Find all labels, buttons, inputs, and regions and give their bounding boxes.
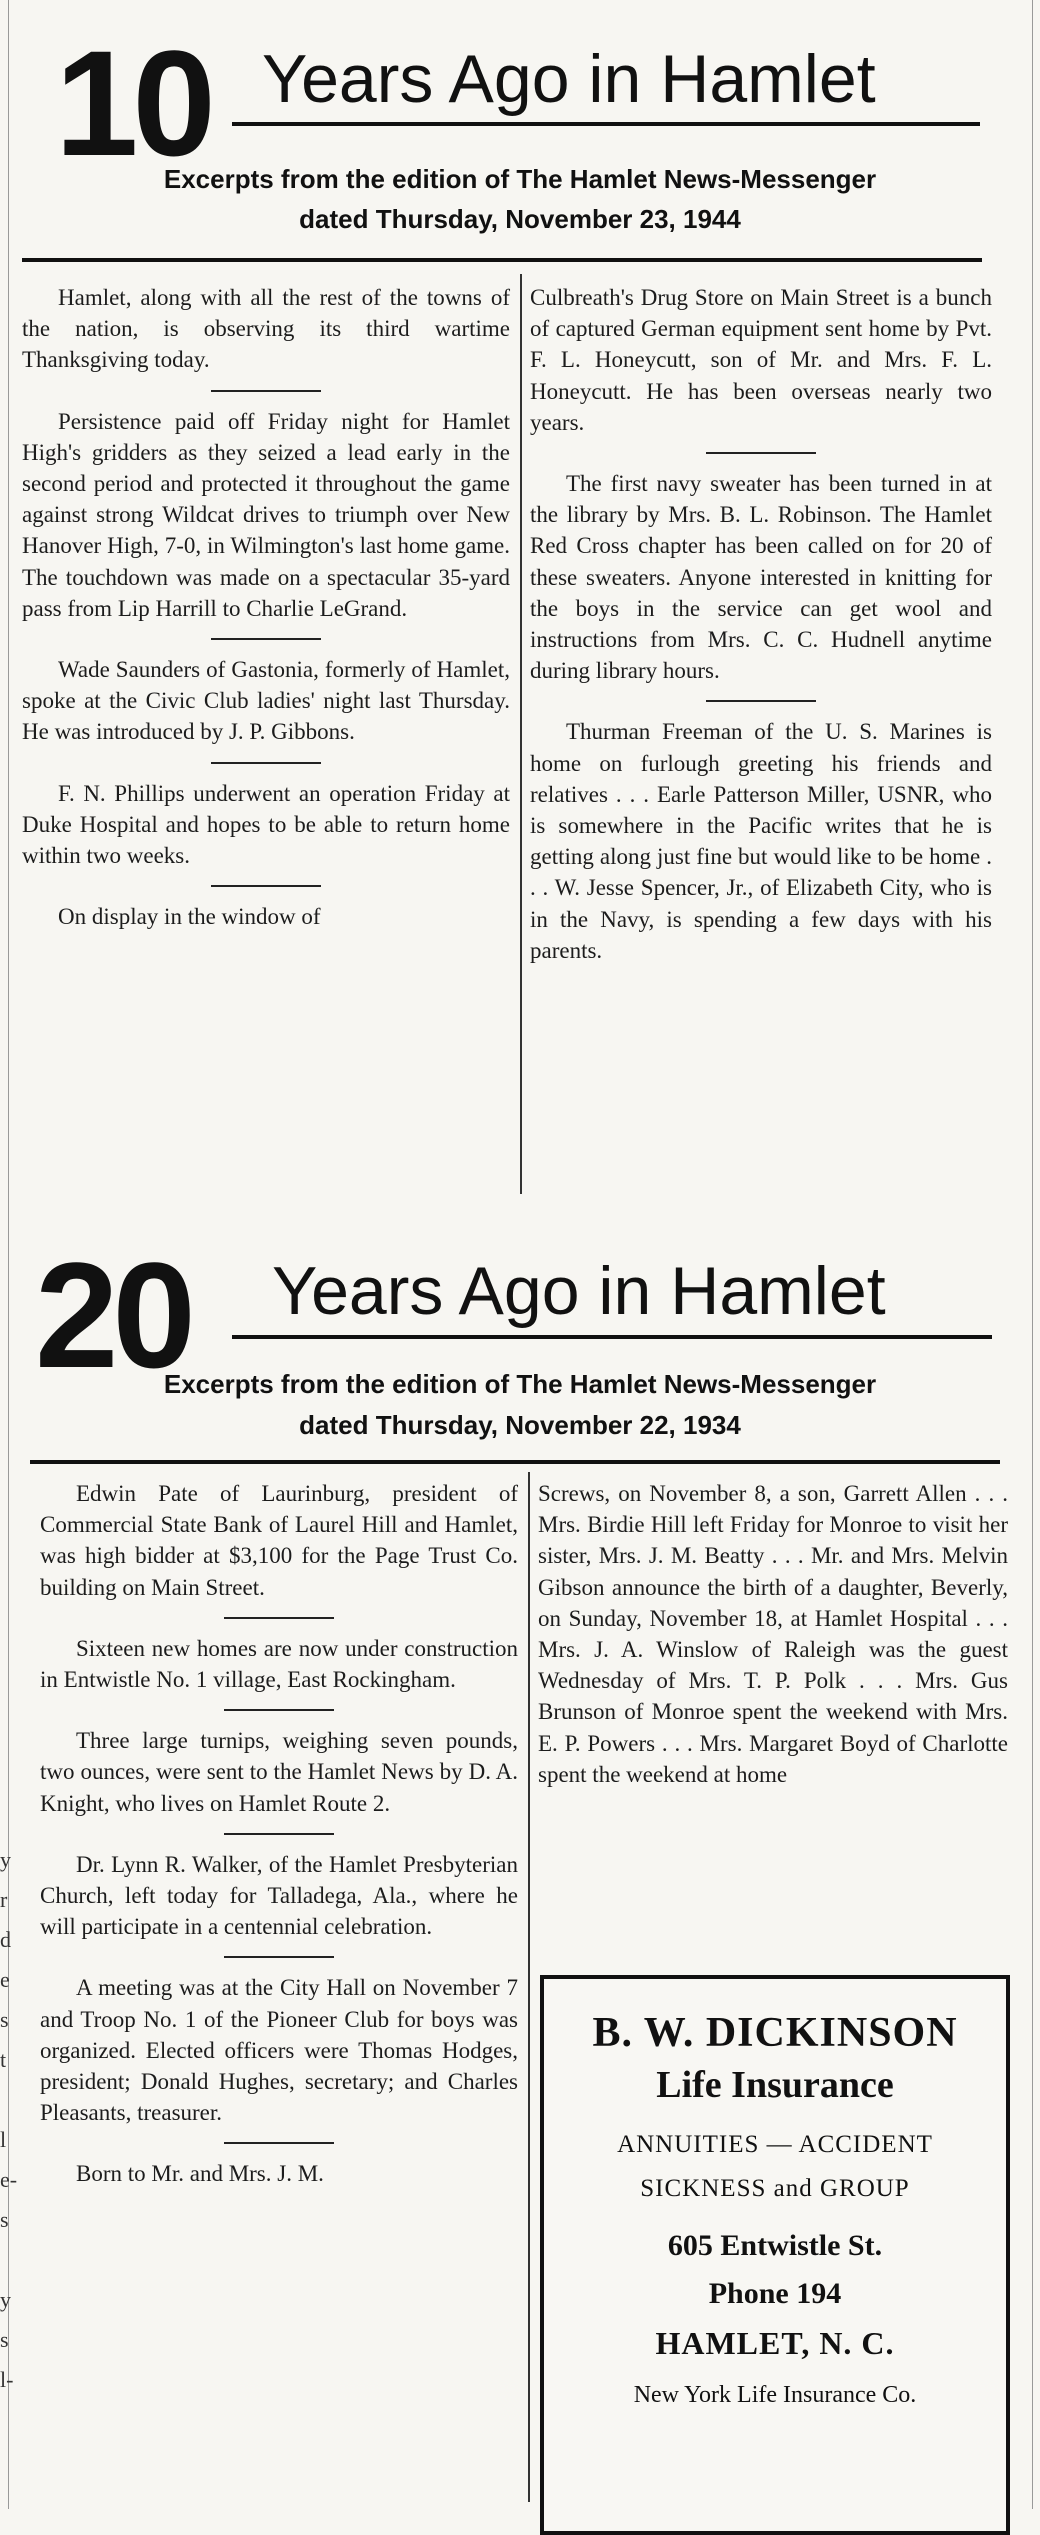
margin-fragment: s	[0, 2007, 9, 2032]
ad-services-line-2: SICKNESS and GROUP	[640, 2175, 910, 2202]
column-divider	[520, 274, 522, 1194]
header-rule	[22, 258, 982, 262]
ad-address: 605 Entwistle St.	[667, 2229, 883, 2262]
separator	[211, 638, 321, 640]
left-column	[22, 282, 510, 932]
margin-fragment: s	[0, 2327, 9, 2352]
right-column	[538, 1478, 1008, 1790]
article-navy-sweater: The first navy sweater has been turned in at the library by Mrs. B. L. Robinson. The Hamlet Red Cross chapter has been called on for 20 of these sweaters. Anyone interested in knitting for the boys in the service can get wool and instructions from Mrs. C. C. Hudnell anytime during library hours.	[530, 471, 992, 684]
margin-fragment: r	[0, 1887, 8, 1912]
article-civic-club: Wade Saunders of Gastonia, formerly of Hamlet, spoke at the Civic Club ladies' night last Thursday. He was introduced by J. P. Gibbons.	[22, 657, 510, 745]
article-birth: Born to Mr. and Mrs. J. M.	[76, 2161, 324, 2187]
title-underline	[232, 122, 980, 126]
separator	[224, 1956, 334, 1958]
article-hospital: F. N. Phillips underwent an operation Friday at Duke Hospital and hopes to be able to return home within two weeks.	[22, 780, 510, 869]
separator	[706, 452, 816, 454]
separator	[706, 700, 816, 702]
separator	[224, 1709, 334, 1711]
separator	[224, 1833, 334, 1835]
ad-agent-name: B. W. DICKINSON	[592, 2010, 958, 2056]
article-social-notes: Screws, on November 8, a son, Garrett Allen . . . Mrs. Birdie Hill left Friday for Monroe to visit her sister, Mrs. J. M. Beatty . . . Mr. and Mrs. Melvin Gibson announce the birth of a daughter, Beverly, on Sunday, November 18, at Hamlet Hospital . . . Mrs. J. A. Winslow of Raleigh was the guest Wednesday of Mrs. T. P. Polk . . . Mrs. Gus Brunson of Monroe spent the weekend with Mrs. E. P. Powers . . . Mrs. Margaret Boyd of Charlotte spent the weekend at home	[538, 1481, 1008, 1787]
ad-business-type: Life Insurance	[656, 2064, 894, 2106]
margin-fragment: d	[0, 1927, 11, 1952]
section-number: 10	[55, 19, 210, 187]
margin-fragment: y	[0, 2287, 11, 2312]
left-column	[40, 1478, 518, 2190]
margin-fragment: l	[0, 2127, 7, 2152]
margin-fragment: t	[0, 2047, 7, 2072]
separator	[211, 390, 321, 392]
right-column	[530, 282, 992, 966]
article-pioneer-club: A meeting was at the City Hall on November 7 and Troop No. 1 of the Pioneer Club for boys was organized. Elected officers were Thomas Hodges, president; Donald Hughes, secretary; and Charles Pleasants, treasurer.	[40, 1975, 518, 2126]
article-bank-bid: Edwin Pate of Laurinburg, president of Commercial State Bank of Laurel Hill and Hamlet, was high bidder at $3,100 for the Page Trust Co. building on Main Street.	[40, 1481, 518, 1600]
ad-services-line-1: ANNUITIES — ACCIDENT	[617, 2131, 933, 2158]
margin-fragments	[0, 1840, 18, 2400]
article-display: On display in the window of	[58, 904, 321, 930]
separator	[211, 762, 321, 764]
section-title: Years Ago in Hamlet	[272, 1253, 886, 1329]
article-turnips: Three large turnips, weighing seven pounds, two ounces, were sent to the Hamlet News by D. A. Knight, who lives on Hamlet Route 2.	[40, 1728, 518, 1816]
section-title: Years Ago in Hamlet	[262, 41, 876, 117]
article-football: Persistence paid off Friday night for Hamlet High's gridders as they seized a lead early in the second period and protected it throughout the game against strong Wildcat drives to triumph over New Hanover High, 7-0, in Wilmington's last home game. The touchdown was made on a spectacular 35-yard pass from Lip Harrill to Charlie LeGrand.	[22, 408, 510, 621]
section-20-years-ago	[0, 1210, 1040, 2509]
margin-fragment: l-	[0, 2367, 14, 2392]
header-rule	[30, 1460, 1000, 1464]
section-number: 20	[35, 1231, 190, 1399]
ad-company: New York Life Insurance Co.	[633, 2382, 917, 2408]
title-underline	[232, 1335, 992, 1339]
section-10-years-ago	[0, 0, 1040, 1200]
article-captured-equipment: Culbreath's Drug Store on Main Street is a bunch of captured German equipment sent home by Pvt. F. L. Honeycutt, son of Mr. and Mrs. F. L. Honeycutt. He has been overseas nearly two years.	[530, 285, 992, 435]
margin-fragment: e	[0, 1967, 10, 1992]
margin-fragment: s	[0, 2207, 9, 2232]
ad-city: HAMLET, N. C.	[655, 2325, 895, 2361]
excerpt-line-2: dated Thursday, November 23, 1944	[299, 204, 741, 234]
column-divider	[528, 1472, 530, 2502]
insurance-advertisement	[540, 1975, 1010, 2535]
separator	[211, 885, 321, 887]
excerpt-line-1: Excerpts from the edition of The Hamlet News-Messenger	[163, 164, 877, 194]
article-centennial: Dr. Lynn R. Walker, of the Hamlet Presbyterian Church, left today for Talladega, Ala., where he will participate in a centennial celebration.	[40, 1851, 518, 1940]
article-new-homes: Sixteen new homes are now under construction in Entwistle No. 1 village, East Rockingham.	[40, 1635, 518, 1693]
excerpt-line-1: Excerpts from the edition of The Hamlet News-Messenger	[163, 1369, 877, 1399]
excerpt-line-2: dated Thursday, November 22, 1934	[299, 1410, 741, 1440]
separator	[224, 2142, 334, 2144]
article-thanksgiving: Hamlet, along with all the rest of the towns of the nation, is observing its third wartime Thanksgiving today.	[22, 285, 510, 373]
margin-fragment: e-	[0, 2167, 18, 2192]
separator	[224, 1617, 334, 1619]
article-servicemen: Thurman Freeman of the U. S. Marines is home on furlough greeting his friends and relatives . . . Earle Patterson Miller, USNR, who is somewhere in the Pacific writes that he is getting along just fine but would like to be home . . . W. Jesse Spencer, Jr., of Elizabeth City, who is in the Navy, is spending a few days with his parents.	[530, 719, 992, 963]
ad-phone: Phone 194	[708, 2277, 842, 2310]
margin-fragment: y	[0, 1847, 11, 1872]
